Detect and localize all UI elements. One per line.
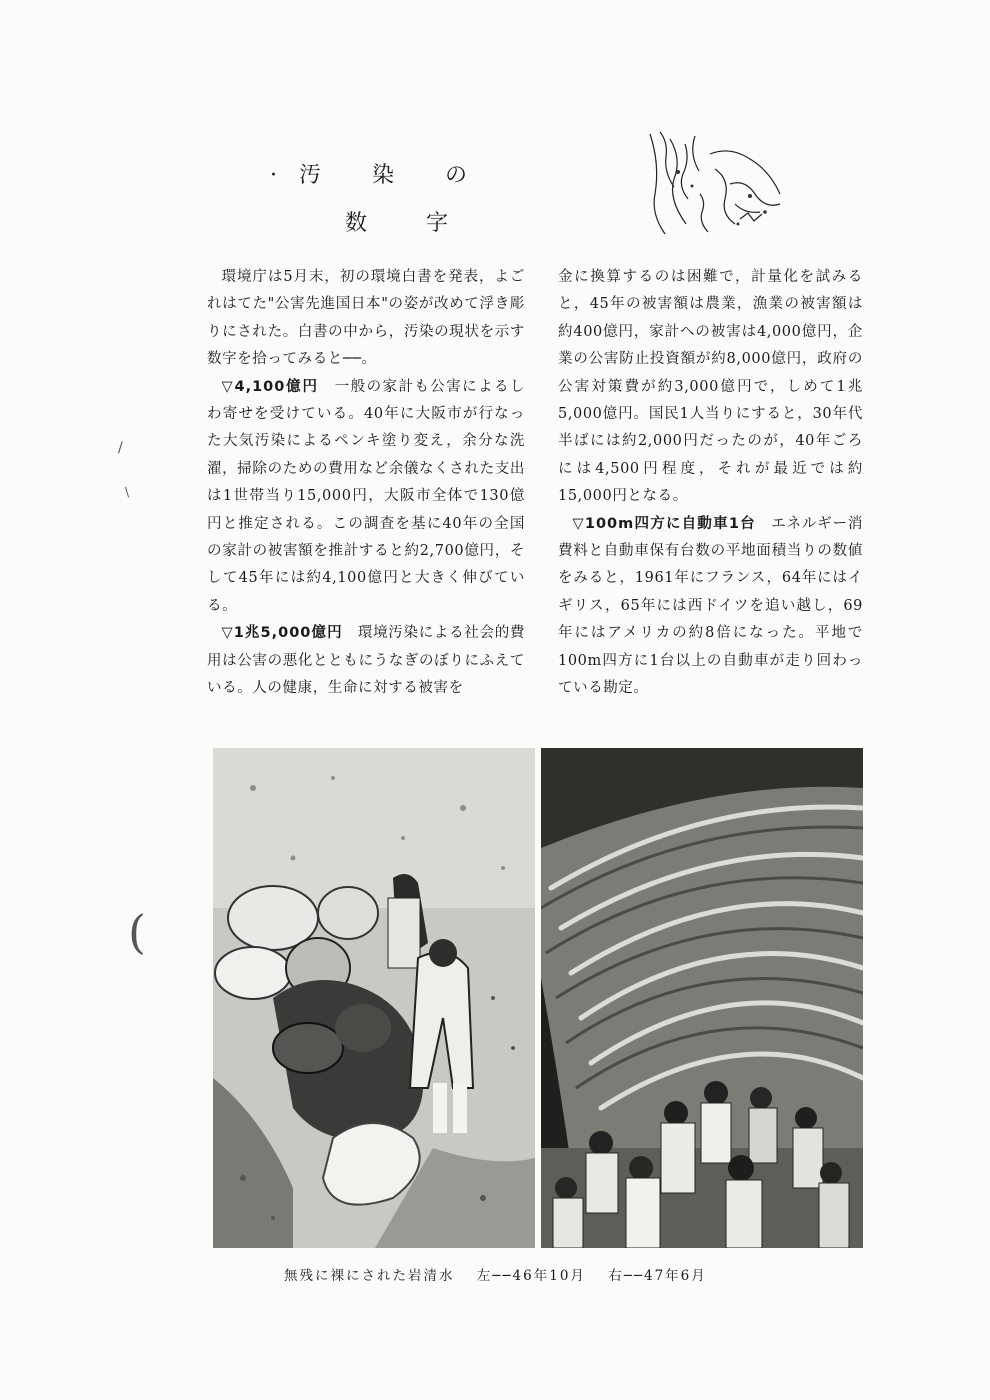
article-section-1 <box>207 374 525 621</box>
article-section-2 <box>207 620 525 702</box>
section-3-heading: ▽100m四方に自動車1台 <box>572 515 756 532</box>
article-title-line1: ·汚 染 の <box>270 163 489 188</box>
section-1-body: 一般の家計も公害によるしわ寄せを受けている。40年に大阪市が行なった大気汚染によるペンキ塗り変え，余分な洗濯，掃除のための費用など余儀なくされた支出は1世帯当り15,000円，大阪市全体で130億円と推定される。この調査を基に40年の全国の家計の被害額を推計すると約2,700億円，そして45年には約4,100億円と大きく伸びている。 <box>207 378 525 614</box>
sketch-illustration <box>640 124 790 244</box>
margin-scan-mark-1: / <box>118 440 123 456</box>
section-2-heading: ▽1兆5,000億円 <box>221 625 343 642</box>
caption-left: 左──46年10月 <box>476 1268 586 1284</box>
section-1-heading: ▽4,100億円 <box>221 378 319 395</box>
section-2-continuation: 金に換算するのは困難で，計量化を試みると，45年の被害額は農業，漁業の被害額は約400億円，家計への被害は4,000億円，企業の公害防止投資額が約8,000億円，政府の公害対策費が約3,000億円で，しめて1兆5,000億円。国民1人当りにすると，30年代半ばには約2,000円だったのが，40年ごろには4,500円程度，それが最近では約15,000円となる。 <box>558 269 863 505</box>
caption-main: 無残に裸にされた岩清水 <box>284 1268 455 1284</box>
article-title-line2: 数 字 <box>345 211 474 236</box>
caption-right: 右──47年6月 <box>608 1268 707 1284</box>
margin-bracket-mark: ( <box>128 905 146 959</box>
article-column-left <box>207 264 525 703</box>
photo-caption <box>284 1264 723 1284</box>
article-section-3 <box>558 511 863 703</box>
margin-scan-mark-2: \ <box>125 485 130 499</box>
article-intro: 環境庁は5月末，初の環境白書を発表，よごれはてた"公害先進国日本"の姿が改めて浮き彫りにされた。白書の中から，汚染の現状を示す数字を拾ってみると──。 <box>207 269 525 368</box>
photo-right-slope <box>541 748 863 1248</box>
section-2-body: 環境汚染による社会的費用は公害の悪化とともにうなぎのぼりにふえている。人の健康，生命に対する被害を <box>207 625 525 697</box>
photo-left-rocks <box>213 748 535 1248</box>
section-3-body: エネルギー消費料と自動車保有台数の平地面積当りの数値をみると，1961年にフランス，64年にはイギリス，65年には西ドイツを追い越し，69年にはアメリカの約8倍になった。平地で100m四方に1台以上の自動車が走り回わっている勘定。 <box>558 515 863 697</box>
article-column-right <box>558 264 863 703</box>
